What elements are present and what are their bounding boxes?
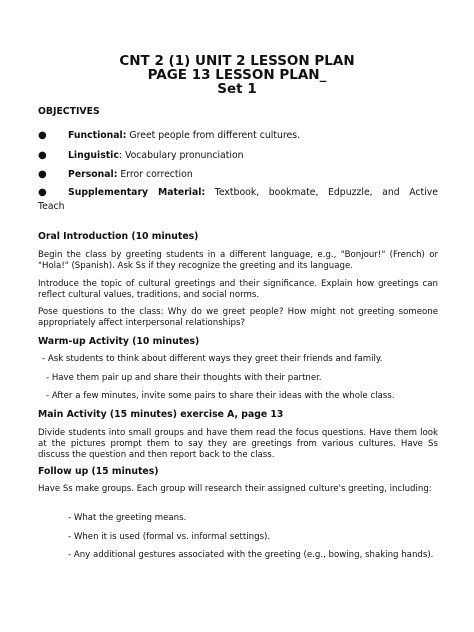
warm-up-item-1: - Ask students to think about different ways they greet their friends and family. bbox=[42, 354, 383, 364]
bullet-icon: ● bbox=[38, 130, 47, 141]
objectives-heading: OBJECTIVES bbox=[38, 106, 100, 117]
oral-intro-heading: Oral Introduction (10 minutes) bbox=[38, 231, 199, 242]
objective-supplementary-cont: Teach bbox=[38, 201, 65, 212]
objective-text: : Vocabulary pronunciation bbox=[118, 150, 244, 161]
objective-label: Supplementary Material: bbox=[68, 187, 206, 198]
bullet-icon: ● bbox=[38, 150, 47, 161]
title-line-3: Set 1 bbox=[217, 81, 257, 97]
warm-up-item-2: - Have them pair up and share their thoughts with their partner. bbox=[46, 373, 322, 383]
follow-up-item-3: - Any additional gestures associated with the greeting (e.g., bowing, shaking hands). bbox=[68, 550, 434, 560]
title-line-2: PAGE 13 LESSON PLAN_ bbox=[147, 67, 327, 83]
warm-up-heading: Warm-up Activity (10 minutes) bbox=[38, 336, 200, 347]
objective-text: Greet people from different cultures. bbox=[126, 130, 301, 141]
bullet-icon: ● bbox=[38, 187, 47, 198]
oral-intro-paragraph-3: Pose questions to the class: Why do we greet people? How might not greeting someone appropriately affect interpersonal relationships? bbox=[38, 307, 438, 328]
follow-up-item-2: - When it is used (formal vs. informal settings). bbox=[68, 532, 271, 542]
bullet-icon: ● bbox=[38, 169, 47, 180]
objective-text: Error correction bbox=[117, 169, 193, 180]
objective-label: Linguistic bbox=[68, 150, 119, 161]
oral-intro-paragraph-1: Begin the class by greeting students in a different language, e.g., "Bonjour!" (French) or "Hola!" (Spanish). Ask Ss if they recognize the greeting and its language. bbox=[38, 250, 438, 271]
objective-label: Personal: bbox=[68, 169, 118, 180]
main-activity-paragraph: Divide students into small groups and have them read the focus questions. Have them look at the pictures prompt them to say they are greetings from various cultures. Have Ss discuss the question and then report back to the class. bbox=[38, 428, 438, 460]
follow-up-paragraph: Have Ss make groups. Each group will research their assigned culture's greeting, including: bbox=[38, 484, 432, 494]
main-activity-heading: Main Activity (15 minutes) exercise A, page 13 bbox=[38, 409, 284, 420]
title-line-1: CNT 2 (1) UNIT 2 LESSON PLAN bbox=[119, 53, 355, 69]
follow-up-heading: Follow up (15 minutes) bbox=[38, 466, 159, 477]
objective-text: Textbook, bookmate, Edpuzzle, and Active bbox=[205, 187, 438, 198]
follow-up-item-1: - What the greeting means. bbox=[68, 513, 187, 523]
objective-label: Functional: bbox=[68, 130, 127, 141]
oral-intro-paragraph-2: Introduce the topic of cultural greetings and their significance. Explain how greetings can reflect cultural values, traditions, and social norms. bbox=[38, 279, 438, 300]
warm-up-item-3: - After a few minutes, invite some pairs to share their ideas with the whole class. bbox=[46, 391, 395, 401]
